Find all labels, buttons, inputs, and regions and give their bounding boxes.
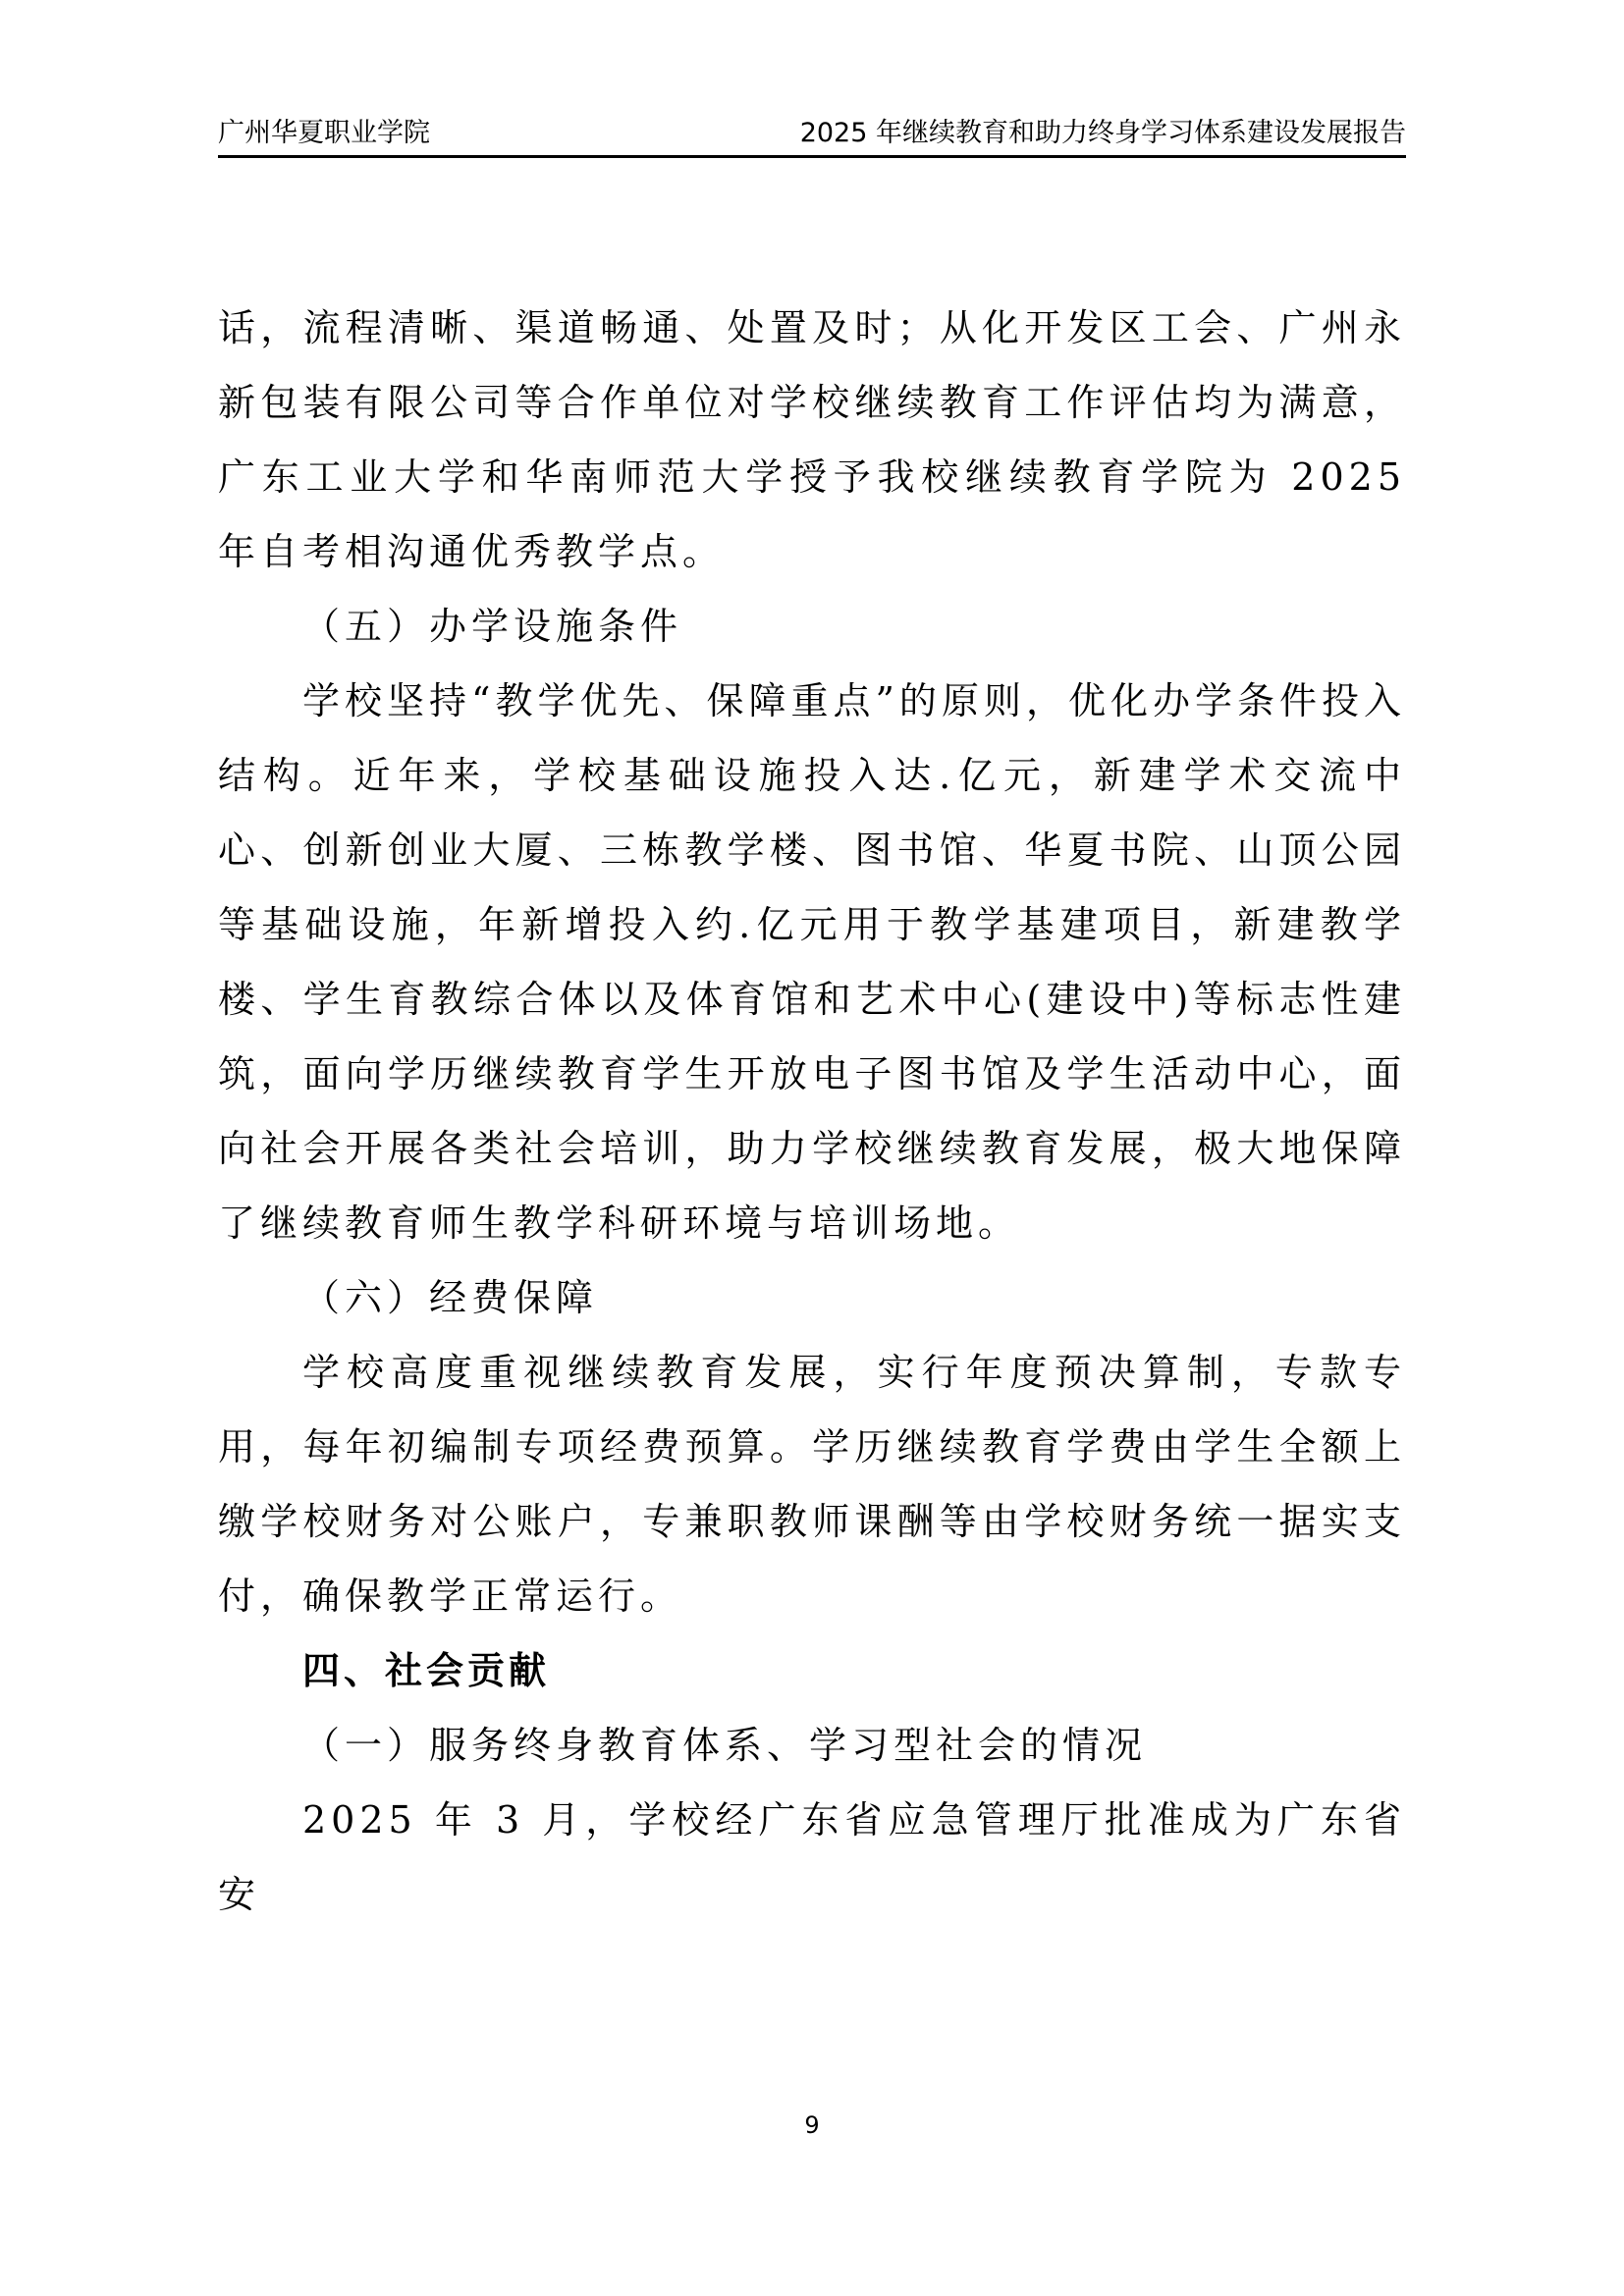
subheading-funding: （六）经费保障 [302, 1276, 599, 1319]
document-body [218, 291, 1406, 1932]
paragraph-funding: 学校高度重视继续教育发展，实行年度预决算制，专款专用，每年初编制专项经费预算。学历继续教育学费由学生全额上缴学校财务对公账户，专兼职教师课酬等由学校财务统一据实支付，确保教学正常运行。 [218, 1351, 1406, 1618]
page-header [218, 114, 1406, 158]
paragraph-continuation: 话，流程清晰、渠道畅通、处置及时；从化开发区工会、广州永新包装有限公司等合作单位对学校继续教育工作评估均为满意，广东工业大学和华南师范大学授予我校继续教育学院为 2025 年自考相沟通优秀教学点。 [218, 306, 1406, 573]
subheading-lifelong-learning: （一）服务终身教育体系、学习型社会的情况 [302, 1724, 1148, 1767]
header-report-title: 2025 年继续教育和助力终身学习体系建设发展报告 [799, 118, 1406, 148]
paragraph-lifelong-learning: 2025 年 3 月，学校经广东省应急管理厅批准成为广东省安 [218, 1798, 1406, 1916]
section-heading-social-contribution: 四、社会贡献 [302, 1649, 551, 1692]
header-school-name: 广州华夏职业学院 [218, 118, 430, 148]
subheading-facilities: （五）办学设施条件 [302, 605, 683, 648]
page-number: 9 [804, 2111, 820, 2139]
paragraph-facilities: 学校坚持“教学优先、保障重点”的原则，优化办学条件投入结构。近年来，学校基础设施投入达.亿元，新建学术交流中心、创新创业大厦、三栋教学楼、图书馆、华夏书院、山顶公园等基础设施，年新增投入约.亿元用于教学基建项目，新建教学楼、学生育教综合体以及体育馆和艺术中心(建设中)等标志性建筑，面向学历继续教育学生开放电子图书馆及学生活动中心，面向社会开展各类社会培训，助力学校继续教育发展，极大地保障了继续教育师生教学科研环境与培训场地。 [218, 679, 1406, 1245]
